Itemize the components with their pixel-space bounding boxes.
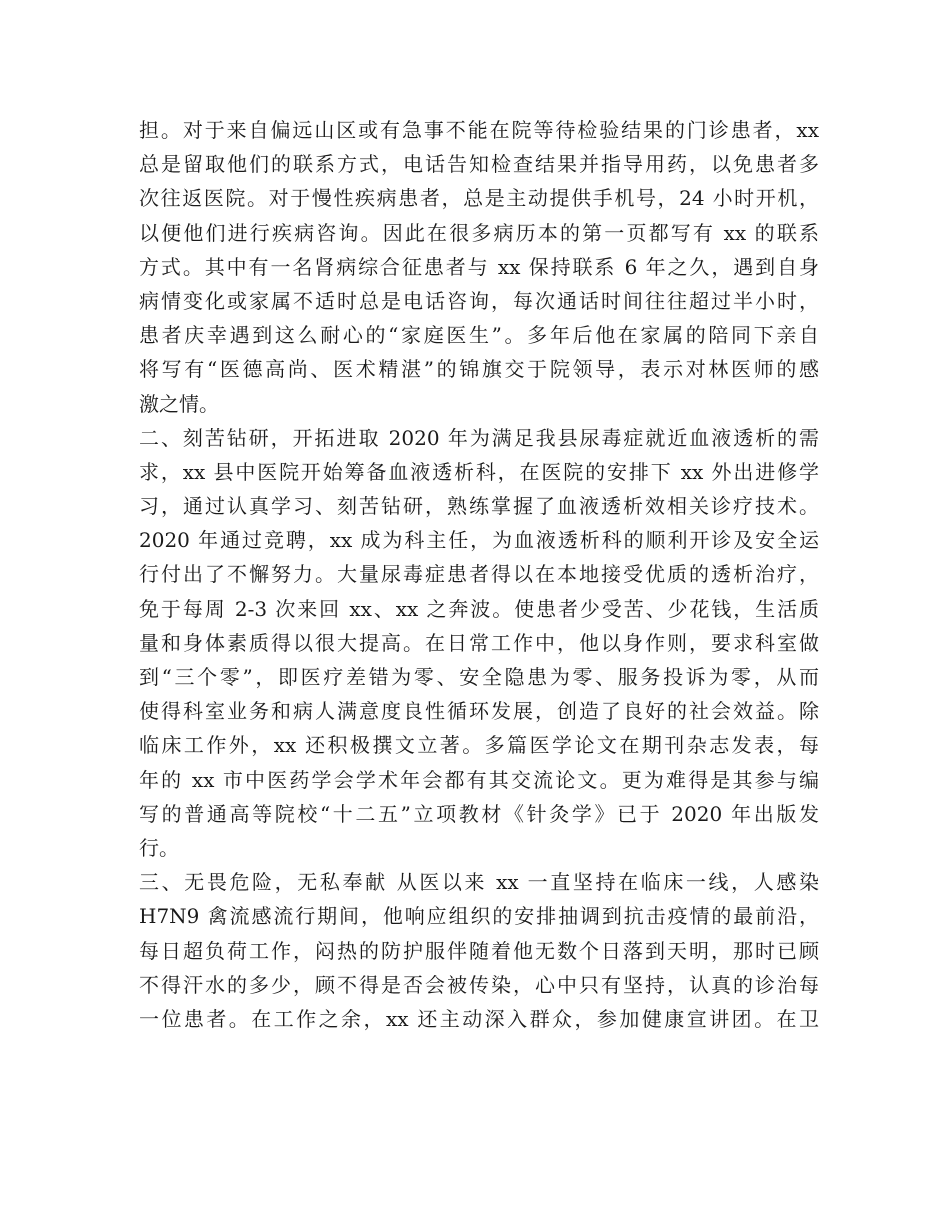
text-line: 病情变化或家属不适时总是电话咨询，每次通话时间往往超过半小时， <box>139 288 819 313</box>
text-line: 每日超负荷工作，闷热的防护服伴随着他无数个日落到天明，那时已顾 <box>139 938 819 963</box>
text-line: 不得汗水的多少，顾不得是否会被传染，心中只有坚持，认真的诊治每 <box>139 972 819 997</box>
text-line: 行付出了不懈努力。大量尿毒症患者得以在本地接受优质的透析治疗， <box>139 562 819 587</box>
text-line: 担。对于来自偏远山区或有急事不能在院等待检验结果的门诊患者，xx <box>139 118 819 142</box>
text-line: 将写有“医德高尚、医术精湛”的锦旗交于院领导，表示对林医师的感 <box>139 357 819 382</box>
text-line: 临床工作外，xx 还积极撰文立著。多篇医学论文在期刊杂志发表，每 <box>139 733 819 758</box>
text-line: 患者庆幸遇到这么耐心的“家庭医生”。多年后他在家属的陪同下亲自 <box>139 323 819 348</box>
text-line: 次往返医院。对于慢性疾病患者，总是主动提供手机号，24 小时开机， <box>139 186 819 211</box>
text-line: 2020 年通过竞聘，xx 成为科主任，为血液透析科的顺利开诊及安全运 <box>139 528 819 553</box>
text-line: 求，xx 县中医院开始筹备血液透析科，在医院的安排下 xx 外出进修学 <box>139 459 819 484</box>
text-line: 三、无畏危险，无私奉献 从医以来 xx 一直坚持在临床一线，人感染 <box>139 870 819 895</box>
text-line: 二、刻苦钻研，开拓进取 2020 年为满足我县尿毒症就近血液透析的需 <box>139 425 819 450</box>
text-line: 年的 xx 市中医药学会学术年会都有其交流论文。更为难得是其参与编 <box>139 767 819 792</box>
text-line: 方式。其中有一名肾病综合征患者与 xx 保持联系 6 年之久，遇到自身 <box>139 254 819 279</box>
text-line: 写的普通高等院校“十二五”立项教材《针灸学》已于 2020 年出版发 <box>139 801 819 826</box>
text-line: 量和身体素质得以很大提高。在日常工作中，他以身作则，要求科室做 <box>139 630 819 655</box>
text-line: 到“三个零”，即医疗差错为零、安全隐患为零、服务投诉为零，从而 <box>139 665 819 689</box>
text-line: 以便他们进行疾病咨询。因此在很多病历本的第一页都写有 xx 的联系 <box>139 220 819 245</box>
text-line: 总是留取他们的联系方式，电话告知检查结果并指导用药，以免患者多 <box>139 152 819 177</box>
text-line: 激之情。 <box>139 391 219 416</box>
text-line: 使得科室业务和病人满意度良性循环发展，创造了良好的社会效益。除 <box>139 699 819 724</box>
text-line: H7N9 禽流感流行期间，他响应组织的安排抽调到抗击疫情的最前沿， <box>139 904 819 929</box>
body-text <box>139 113 819 1036</box>
text-line: 一位患者。在工作之余，xx 还主动深入群众，参加健康宣讲团。在卫 <box>139 1006 819 1031</box>
text-line: 免于每周 2-3 次来回 xx、xx 之奔波。使患者少受苦、少花钱，生活质 <box>139 596 819 621</box>
text-line: 习，通过认真学习、刻苦钻研，熟练掌握了血液透析效相关诊疗技术。 <box>139 494 819 519</box>
text-line: 行。 <box>139 835 179 860</box>
